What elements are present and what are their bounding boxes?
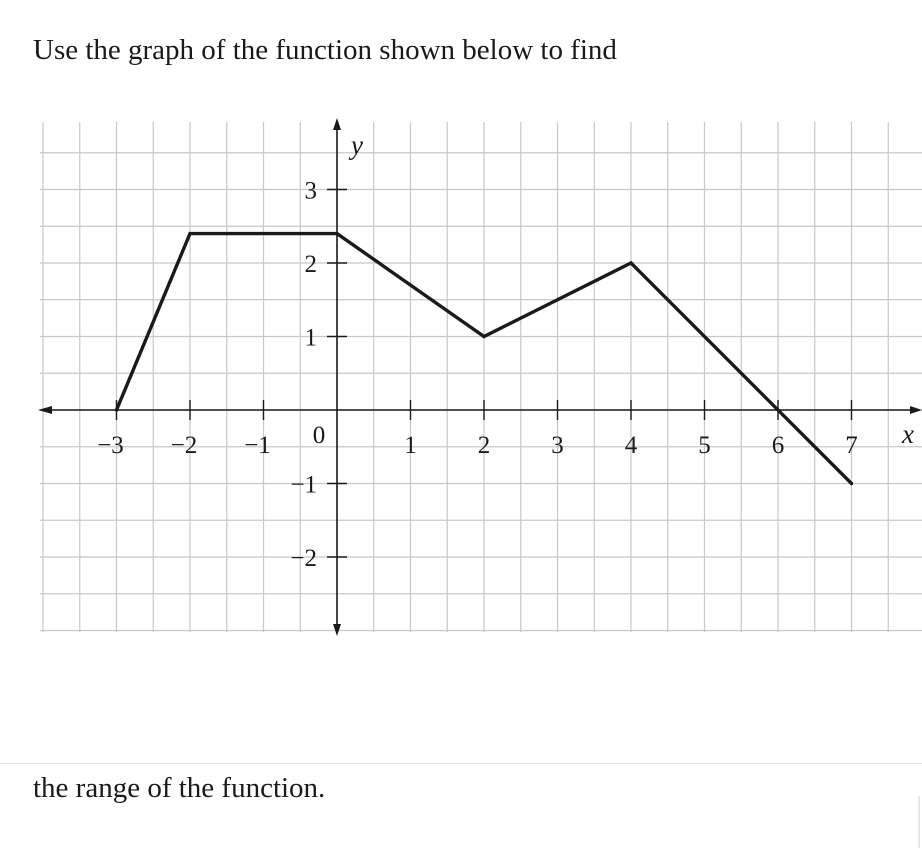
answer-box-edge	[918, 796, 920, 848]
x-axis-arrow-left	[38, 406, 52, 414]
vertex-point	[335, 232, 338, 235]
vertex-point	[188, 232, 191, 235]
y-tick-label: 3	[304, 177, 317, 205]
vertex-point	[115, 408, 118, 411]
y-tick-label: 1	[304, 324, 317, 352]
vertex-point	[482, 335, 485, 338]
x-tick-label: 5	[698, 432, 711, 459]
x-tick-label: 1	[404, 432, 417, 459]
y-tick-label: −1	[290, 471, 317, 499]
x-tick-label: 6	[771, 432, 785, 459]
x-axis-label: x	[902, 419, 914, 449]
problem-prompt: Use the graph of the function shown below to find	[33, 34, 617, 66]
x-tick-label: −1	[244, 432, 271, 459]
x-tick-label: −2	[170, 432, 198, 459]
function-graph	[0, 110, 922, 642]
x-tick-label: 3	[551, 432, 564, 459]
y-axis-label: y	[351, 130, 363, 160]
y-tick-label: 2	[304, 251, 317, 278]
x-tick-label: −3	[97, 432, 124, 459]
divider	[0, 763, 922, 764]
grid-lines	[40, 122, 922, 632]
x-tick-label: 2	[477, 432, 491, 459]
x-axis-arrow-right	[910, 406, 922, 414]
y-tick-label: −2	[290, 545, 317, 572]
graph-svg	[0, 110, 922, 642]
axes	[38, 118, 922, 636]
question-text: the range of the function.	[33, 772, 326, 804]
vertex-point	[629, 261, 632, 264]
vertex-point	[850, 482, 853, 485]
y-axis-arrow-up	[333, 118, 341, 130]
x-tick-label: 7	[845, 432, 858, 459]
tick-labels	[97, 130, 914, 572]
origin-label: 0	[312, 422, 326, 449]
x-tick-label: 4	[624, 432, 638, 459]
